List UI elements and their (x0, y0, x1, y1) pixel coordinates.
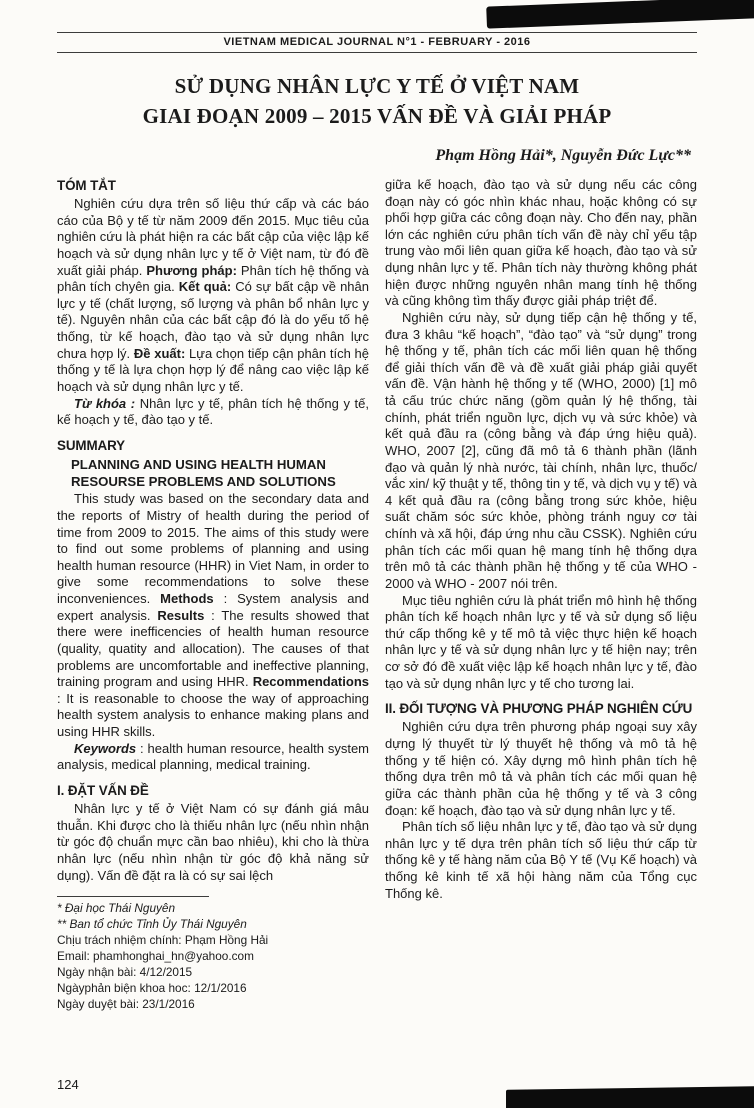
abstract-keywords: Từ khóa : Nhân lực y tế, phân tích hệ thống y tế, kế hoạch y tế, đào tạo y tế. (57, 395, 369, 428)
summary-paragraph: This study was based on the secondary data and the reports of Mistry of health during the period of time from 2009 to 2015. The aims of this study were to find out some problems of planning and using health human resource (HHR) in Viet Nam, in order to give some recommendations to solve these inconveniences. Methods : System analysis and expert analysis. Results : The results showed that there were inefficencies of health human resource (quality, quatity and allocation). The causes of that problems are uncomfortable and ineffective planning, training program and using HHR. Recommendations : It is reasonable to choose the way of approaching health system analysis to enhance making plans and using HHR skills. (57, 491, 369, 739)
footnote-review-date: Ngàyphản biện khoa hoc: 12/1/2016 (57, 980, 247, 995)
abstract-paragraph: Nghiên cứu dựa trên số liệu thứ cấp và các báo cáo của Bộ y tế từ năm 2009 đến 2015. Mục tiêu của nghiên cứu là phát hiện ra các bất cập của việc lập kế hoạch và sử dụng nhân lực y tế ở Việt nam, từ đó đề xuất giải pháp. Phương pháp: Phân tích hệ thống và phân tích chyên gia. Kết quả: Có sự bất cập về nhân lực y tế (chất lượng, số lượng và phân bổ nhân lực y tế). Nguyên nhân của các bất cập đó là do yếu tố hệ thống, từ kế hoạch, đào tạo và sử dụng nhân lực chưa hợp lý. Đề xuất: Lựa chọn tiếp cận phân tích hệ thống y tế là lựa chọn hợp lý để nâng cao việc lập kế hoạch và sử dụng nhân lực y tế. (57, 196, 370, 394)
summary-subheading: PLANNING AND USING HEALTH HUMAN RESOURSE PROBLEMS AND SOLUTIONS (71, 456, 336, 490)
journal-name: VIETNAM MEDICAL JOURNAL N°1 - FEBRUARY - 2016 (223, 36, 531, 48)
footnote-affiliation-2: ** Ban tổ chức Tỉnh Ủy Thái Nguyên (57, 917, 247, 932)
summary-keywords: Keywords : health human resource, health system analysis, medical planning, medical training. (57, 740, 369, 773)
article-title (57, 71, 697, 132)
abstract-heading: TÓM TẮT (57, 177, 116, 193)
footnotes-block (57, 896, 369, 1012)
section-1-paragraph: Nhân lực y tế ở Việt Nam có sự đánh giá mâu thuẫn. Khi được cho là thiếu nhân lực (nếu nhìn nhận từ góc độ chuẩn mực cần bao nhiêu), khi cho là thừa nhân lực (nếu nhìn nhận từ góc độ khả năng sử dụng). Vấn đề đặt ra là có sự sai lệch (57, 801, 369, 883)
right-column (385, 177, 697, 1013)
section-2-paragraph-1: Nghiên cứu dựa trên phương pháp ngoại suy xây dựng lý thuyết từ lý thuyết hệ thống và mô tả hệ thống y tế hiện có. Xây dựng mô hình phân tích hệ thống dựa trên mô tả và phân tích các mối quan hệ giữa các thành phần của hệ thống y tế và 3 công đoạn: kế hoạch, đào tạo và sử dụng nhân lực y tế. (385, 719, 697, 818)
body-paragraph: Mục tiêu nghiên cứu là phát triển mô hình hệ thống phân tích kế hoạch nhân lực y tế và sử dụng số liệu thứ cấp thống kê y tế mô tả việc thực hiện kế hoạch nhân lực y tế và sử dụng nhân lực y tế hiện nay; trên cơ sở đó đề xuất việc lập kế hoạch nhân lực y tế, đào tạo và sử dụng nhân lực y tế cho tương lai. (385, 592, 697, 691)
body-paragraph: Nghiên cứu này, sử dụng tiếp cận hệ thống y tế, đưa 3 khâu “kế hoạch”, “đào tạo” và “sử dụng” trong hệ thống y tế, phân tích các mối liên quan hệ thống để giải thích vấn đề và đề xuất giải pháp giải quyết vấn đề. Vận hành hệ thống y tế (WHO, 2000) [1] mô tả cấu trúc chức năng (gồm quản lý hệ thống, tài chính, phát triển nguồn lực, dịch vụ và sức khỏe) và kết quả đầu ra (công bằng và đáp ứng hiệu quả). WHO, 2007 [2], cũng đã mô tả 6 thành phần (lãnh đạo và quản lý nhà nước, tài chính, nhân lực, thuốc/ vắc xin/ kỹ thuật y tế, thông tin y tế, và dịch vụ y tế) và 4 kết quả đầu ra (công bằng trong sức khỏe, hiệu suất chăm sóc sức khỏe, phòng tránh nguy cơ tài chính và xã hội, đáp ứng nhu cầu CSSK). Nghiên cứu phân tích các mối quan hệ mang tính hệ thống dựa trên mô tả các thành phần hệ thống y tế của WHO - 2000 và WHO - 2007 nói trên. (385, 309, 697, 591)
footnote-corresponding-author: Chịu trách nhiệm chính: Phạm Hồng Hải (57, 933, 269, 947)
article-title-line2: GIAI ĐOẠN 2009 – 2015 VẤN ĐỀ VÀ GIẢI PHÁP (142, 104, 612, 129)
summary-heading: SUMMARY (57, 437, 125, 453)
footnote-accepted-date: Ngày duyệt bài: 23/1/2016 (57, 996, 195, 1011)
section-2-paragraph-2: Phân tích số liệu nhân lực y tế, đào tạo và sử dụng nhân lực y tế dựa trên phân tích số liệu thứ cấp từ thống kê y tế hàng năm của Bộ Y tế (Vụ Kế hoạch) và thống kê kinh tế xã hội hàng năm của Tổng cục Thống kê. (385, 819, 697, 901)
section-1-heading: I. ĐẶT VẤN ĐỀ (57, 782, 149, 798)
article-title-line1: SỬ DỤNG NHÂN LỰC Y TẾ Ở VIỆT NAM (174, 74, 580, 98)
scan-artifact-top-bar (486, 0, 754, 29)
section-2-heading: II. ĐỐI TƯỢNG VÀ PHƯƠNG PHÁP NGHIÊN CỨU (385, 701, 693, 717)
footnote-affiliation-1: * Đại học Thái Nguyên (57, 901, 176, 916)
left-column (57, 177, 369, 1013)
page-number: 124 (57, 1077, 79, 1092)
footnote-email: Email: phamhonghai_hn@yahoo.com (57, 948, 254, 963)
journal-header (57, 32, 697, 53)
footnote-received-date: Ngày nhận bài: 4/12/2015 (57, 964, 193, 979)
two-column-body (57, 177, 697, 1013)
body-paragraph-continuation: giữa kế hoạch, đào tạo và sử dụng nếu các công đoạn này có góc nhìn khác nhau, hoặc không có sự phối hợp giữa các công đoạn này. Cho đến nay, phần lớn các nghiên cứu phân tích vấn đề này chỉ yếu tập trung vào mối liên quan giữa kế hoạch, đào tạo và sử dụng nhân lực y tế. Phân tích này thường không phát hiện được những nguyên nhân mang tính hệ thống và cũng không tìm thấy được giải pháp triệt để. (385, 176, 697, 309)
page-content (57, 32, 697, 1013)
scan-artifact-bottom-bar (506, 1086, 754, 1108)
footnote-divider (57, 896, 209, 897)
article-authors: Phạm Hồng Hải*, Nguyễn Đức Lực** (435, 146, 691, 164)
